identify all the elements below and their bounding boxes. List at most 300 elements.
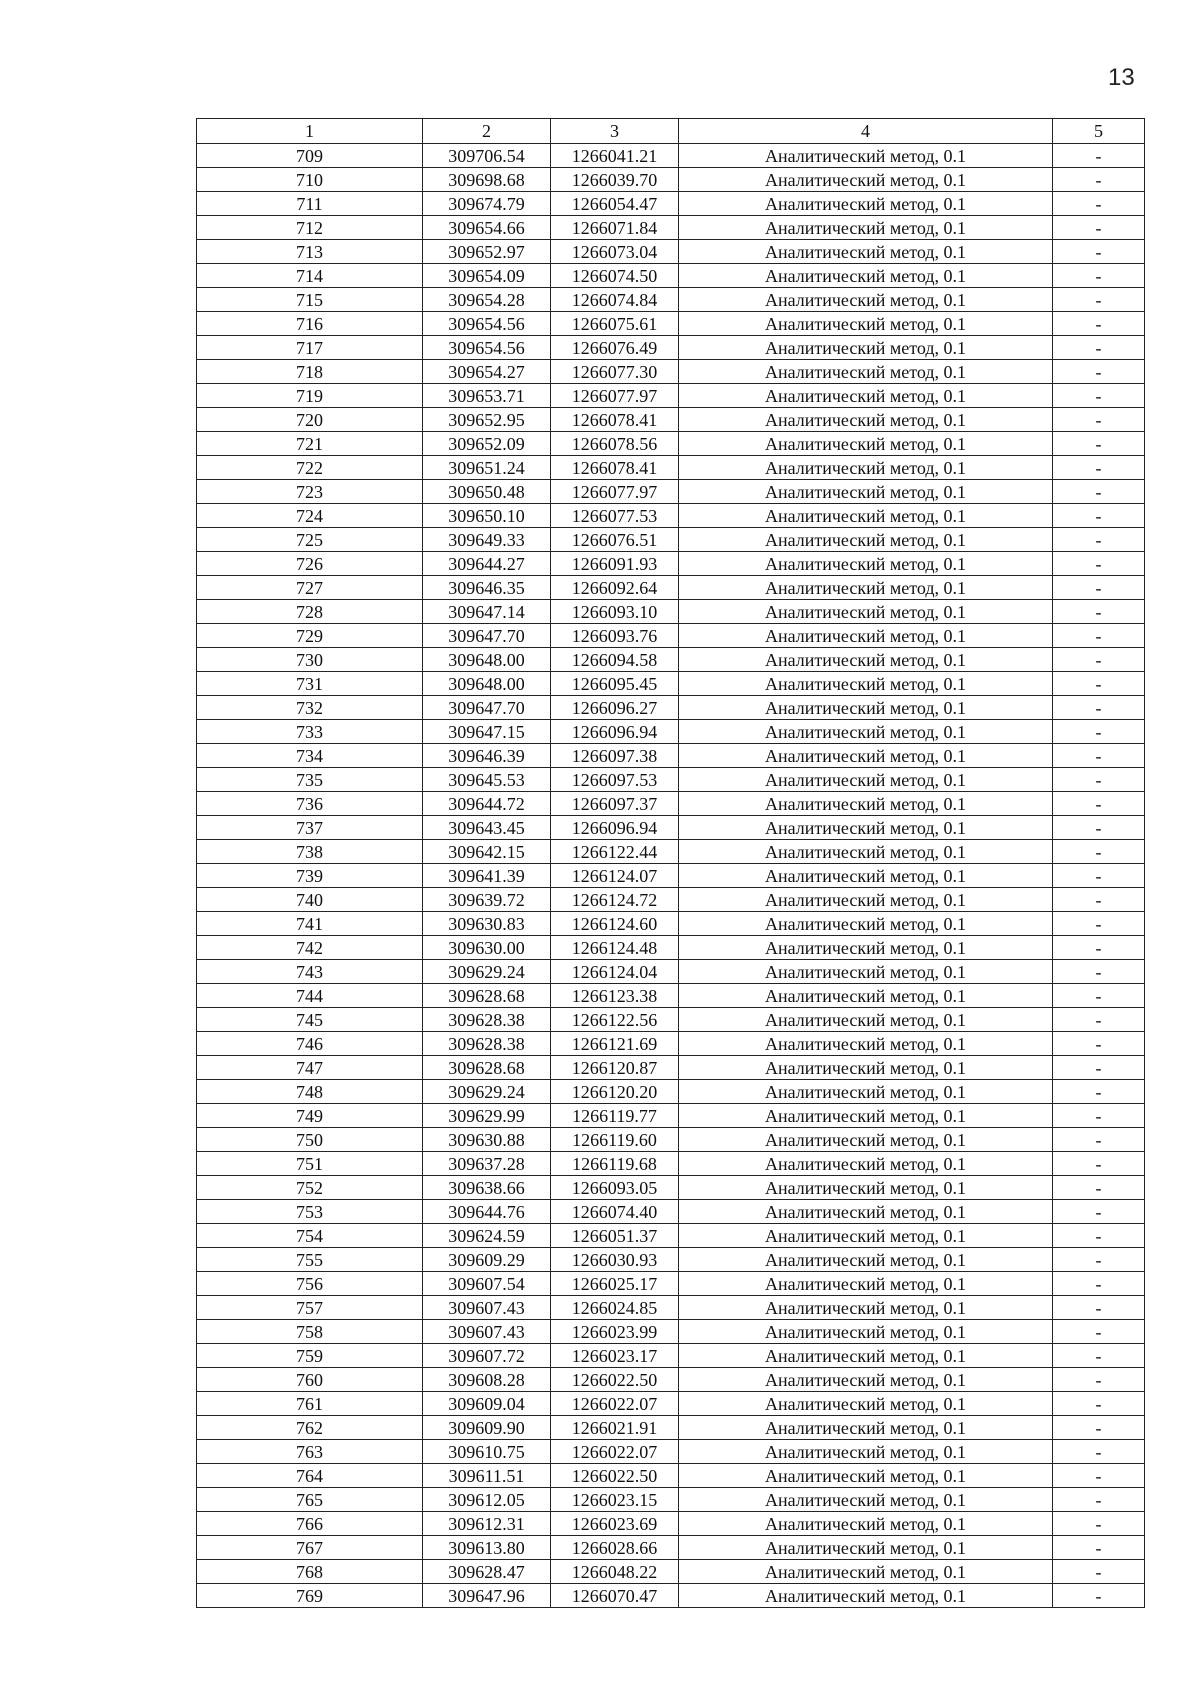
note-cell: - [1053, 312, 1145, 336]
method-cell: Аналитический метод, 0.1 [679, 1056, 1053, 1080]
table-row [197, 1560, 1145, 1584]
table-row [197, 168, 1145, 192]
x-coordinate-cell: 309629.99 [423, 1104, 551, 1128]
x-coordinate-cell: 309654.56 [423, 336, 551, 360]
method-cell: Аналитический метод, 0.1 [679, 1032, 1053, 1056]
method-cell: Аналитический метод, 0.1 [679, 744, 1053, 768]
x-coordinate-cell: 309641.39 [423, 864, 551, 888]
table-row [197, 1128, 1145, 1152]
x-coordinate-cell: 309653.71 [423, 384, 551, 408]
y-coordinate-cell: 1266022.07 [551, 1440, 679, 1464]
point-number-cell: 731 [197, 672, 423, 696]
note-cell: - [1053, 1392, 1145, 1416]
x-coordinate-cell: 309647.96 [423, 1584, 551, 1608]
note-cell: - [1053, 384, 1145, 408]
x-coordinate-cell: 309630.00 [423, 936, 551, 960]
y-coordinate-cell: 1266124.48 [551, 936, 679, 960]
y-coordinate-cell: 1266077.97 [551, 384, 679, 408]
table-row [197, 216, 1145, 240]
y-coordinate-cell: 1266119.68 [551, 1152, 679, 1176]
y-coordinate-cell: 1266074.50 [551, 264, 679, 288]
point-number-cell: 750 [197, 1128, 423, 1152]
table-row [197, 1224, 1145, 1248]
method-cell: Аналитический метод, 0.1 [679, 432, 1053, 456]
x-coordinate-cell: 309628.68 [423, 984, 551, 1008]
x-coordinate-cell: 309647.70 [423, 624, 551, 648]
x-coordinate-cell: 309607.43 [423, 1296, 551, 1320]
table-row [197, 1368, 1145, 1392]
point-number-cell: 760 [197, 1368, 423, 1392]
x-coordinate-cell: 309646.39 [423, 744, 551, 768]
y-coordinate-cell: 1266124.04 [551, 960, 679, 984]
y-coordinate-cell: 1266120.20 [551, 1080, 679, 1104]
table-row [197, 1344, 1145, 1368]
point-number-cell: 764 [197, 1464, 423, 1488]
y-coordinate-cell: 1266078.41 [551, 456, 679, 480]
table-row [197, 672, 1145, 696]
x-coordinate-cell: 309652.97 [423, 240, 551, 264]
point-number-cell: 719 [197, 384, 423, 408]
method-cell: Аналитический метод, 0.1 [679, 1584, 1053, 1608]
table-row [197, 1416, 1145, 1440]
x-coordinate-cell: 309628.68 [423, 1056, 551, 1080]
table-row [197, 1080, 1145, 1104]
y-coordinate-cell: 1266093.76 [551, 624, 679, 648]
table-row [197, 528, 1145, 552]
method-cell: Аналитический метод, 0.1 [679, 1536, 1053, 1560]
table-row [197, 600, 1145, 624]
note-cell: - [1053, 480, 1145, 504]
y-coordinate-cell: 1266094.58 [551, 648, 679, 672]
x-coordinate-cell: 309630.83 [423, 912, 551, 936]
table-row [197, 456, 1145, 480]
y-coordinate-cell: 1266041.21 [551, 144, 679, 168]
x-coordinate-cell: 309630.88 [423, 1128, 551, 1152]
method-cell: Аналитический метод, 0.1 [679, 1176, 1053, 1200]
method-cell: Аналитический метод, 0.1 [679, 528, 1053, 552]
note-cell: - [1053, 1272, 1145, 1296]
table-row [197, 480, 1145, 504]
point-number-cell: 714 [197, 264, 423, 288]
method-cell: Аналитический метод, 0.1 [679, 768, 1053, 792]
method-cell: Аналитический метод, 0.1 [679, 360, 1053, 384]
method-cell: Аналитический метод, 0.1 [679, 576, 1053, 600]
method-cell: Аналитический метод, 0.1 [679, 600, 1053, 624]
note-cell: - [1053, 432, 1145, 456]
x-coordinate-cell: 309646.35 [423, 576, 551, 600]
y-coordinate-cell: 1266075.61 [551, 312, 679, 336]
x-coordinate-cell: 309629.24 [423, 1080, 551, 1104]
y-coordinate-cell: 1266030.93 [551, 1248, 679, 1272]
y-coordinate-cell: 1266092.64 [551, 576, 679, 600]
method-cell: Аналитический метод, 0.1 [679, 1320, 1053, 1344]
x-coordinate-cell: 309613.80 [423, 1536, 551, 1560]
table-row [197, 1104, 1145, 1128]
note-cell: - [1053, 1152, 1145, 1176]
y-coordinate-cell: 1266124.60 [551, 912, 679, 936]
note-cell: - [1053, 624, 1145, 648]
table-row [197, 552, 1145, 576]
note-cell: - [1053, 1224, 1145, 1248]
y-coordinate-cell: 1266091.93 [551, 552, 679, 576]
point-number-cell: 742 [197, 936, 423, 960]
y-coordinate-cell: 1266119.60 [551, 1128, 679, 1152]
x-coordinate-cell: 309607.43 [423, 1320, 551, 1344]
y-coordinate-cell: 1266022.50 [551, 1464, 679, 1488]
method-cell: Аналитический метод, 0.1 [679, 912, 1053, 936]
note-cell: - [1053, 888, 1145, 912]
y-coordinate-cell: 1266093.10 [551, 600, 679, 624]
point-number-cell: 716 [197, 312, 423, 336]
point-number-cell: 710 [197, 168, 423, 192]
table-row [197, 1320, 1145, 1344]
x-coordinate-cell: 309674.79 [423, 192, 551, 216]
y-coordinate-cell: 1266078.56 [551, 432, 679, 456]
y-coordinate-cell: 1266096.94 [551, 816, 679, 840]
method-cell: Аналитический метод, 0.1 [679, 888, 1053, 912]
y-coordinate-cell: 1266093.05 [551, 1176, 679, 1200]
note-cell: - [1053, 1512, 1145, 1536]
method-cell: Аналитический метод, 0.1 [679, 1152, 1053, 1176]
y-coordinate-cell: 1266022.50 [551, 1368, 679, 1392]
note-cell: - [1053, 1200, 1145, 1224]
x-coordinate-cell: 309648.00 [423, 672, 551, 696]
point-number-cell: 732 [197, 696, 423, 720]
note-cell: - [1053, 552, 1145, 576]
point-number-cell: 743 [197, 960, 423, 984]
table-row [197, 1464, 1145, 1488]
x-coordinate-cell: 309638.66 [423, 1176, 551, 1200]
table-row [197, 648, 1145, 672]
method-cell: Аналитический метод, 0.1 [679, 672, 1053, 696]
method-cell: Аналитический метод, 0.1 [679, 816, 1053, 840]
point-number-cell: 735 [197, 768, 423, 792]
point-number-cell: 723 [197, 480, 423, 504]
x-coordinate-cell: 309647.70 [423, 696, 551, 720]
table-row [197, 1152, 1145, 1176]
header-cell-2: 2 [423, 119, 551, 144]
table-row [197, 696, 1145, 720]
point-number-cell: 766 [197, 1512, 423, 1536]
point-number-cell: 709 [197, 144, 423, 168]
x-coordinate-cell: 309652.09 [423, 432, 551, 456]
point-number-cell: 757 [197, 1296, 423, 1320]
table-row [197, 1008, 1145, 1032]
method-cell: Аналитический метод, 0.1 [679, 648, 1053, 672]
note-cell: - [1053, 840, 1145, 864]
point-number-cell: 741 [197, 912, 423, 936]
method-cell: Аналитический метод, 0.1 [679, 1488, 1053, 1512]
y-coordinate-cell: 1266074.40 [551, 1200, 679, 1224]
method-cell: Аналитический метод, 0.1 [679, 1296, 1053, 1320]
x-coordinate-cell: 309639.72 [423, 888, 551, 912]
note-cell: - [1053, 696, 1145, 720]
note-cell: - [1053, 528, 1145, 552]
point-number-cell: 765 [197, 1488, 423, 1512]
y-coordinate-cell: 1266071.84 [551, 216, 679, 240]
table-row [197, 1512, 1145, 1536]
x-coordinate-cell: 309644.27 [423, 552, 551, 576]
note-cell: - [1053, 144, 1145, 168]
table-row [197, 624, 1145, 648]
table-row [197, 816, 1145, 840]
point-number-cell: 717 [197, 336, 423, 360]
method-cell: Аналитический метод, 0.1 [679, 960, 1053, 984]
note-cell: - [1053, 408, 1145, 432]
point-number-cell: 745 [197, 1008, 423, 1032]
x-coordinate-cell: 309654.09 [423, 264, 551, 288]
note-cell: - [1053, 792, 1145, 816]
x-coordinate-cell: 309644.76 [423, 1200, 551, 1224]
x-coordinate-cell: 309637.28 [423, 1152, 551, 1176]
note-cell: - [1053, 336, 1145, 360]
y-coordinate-cell: 1266028.66 [551, 1536, 679, 1560]
table-row [197, 504, 1145, 528]
table-body [197, 144, 1145, 1608]
y-coordinate-cell: 1266077.53 [551, 504, 679, 528]
method-cell: Аналитический метод, 0.1 [679, 240, 1053, 264]
table-row [197, 384, 1145, 408]
method-cell: Аналитический метод, 0.1 [679, 1368, 1053, 1392]
table-row [197, 840, 1145, 864]
y-coordinate-cell: 1266077.30 [551, 360, 679, 384]
table-row [197, 360, 1145, 384]
x-coordinate-cell: 309607.72 [423, 1344, 551, 1368]
note-cell: - [1053, 1296, 1145, 1320]
method-cell: Аналитический метод, 0.1 [679, 1128, 1053, 1152]
method-cell: Аналитический метод, 0.1 [679, 1272, 1053, 1296]
x-coordinate-cell: 309654.27 [423, 360, 551, 384]
note-cell: - [1053, 288, 1145, 312]
point-number-cell: 759 [197, 1344, 423, 1368]
point-number-cell: 734 [197, 744, 423, 768]
point-number-cell: 724 [197, 504, 423, 528]
header-cell-5: 5 [1053, 119, 1145, 144]
note-cell: - [1053, 1464, 1145, 1488]
note-cell: - [1053, 984, 1145, 1008]
x-coordinate-cell: 309628.38 [423, 1032, 551, 1056]
y-coordinate-cell: 1266124.07 [551, 864, 679, 888]
point-number-cell: 755 [197, 1248, 423, 1272]
y-coordinate-cell: 1266096.27 [551, 696, 679, 720]
y-coordinate-cell: 1266023.99 [551, 1320, 679, 1344]
method-cell: Аналитический метод, 0.1 [679, 336, 1053, 360]
table-row [197, 576, 1145, 600]
point-number-cell: 739 [197, 864, 423, 888]
note-cell: - [1053, 720, 1145, 744]
x-coordinate-cell: 309628.47 [423, 1560, 551, 1584]
x-coordinate-cell: 309647.15 [423, 720, 551, 744]
note-cell: - [1053, 960, 1145, 984]
x-coordinate-cell: 309608.28 [423, 1368, 551, 1392]
point-number-cell: 738 [197, 840, 423, 864]
x-coordinate-cell: 309607.54 [423, 1272, 551, 1296]
y-coordinate-cell: 1266051.37 [551, 1224, 679, 1248]
y-coordinate-cell: 1266122.56 [551, 1008, 679, 1032]
point-number-cell: 721 [197, 432, 423, 456]
note-cell: - [1053, 816, 1145, 840]
y-coordinate-cell: 1266048.22 [551, 1560, 679, 1584]
method-cell: Аналитический метод, 0.1 [679, 720, 1053, 744]
point-number-cell: 748 [197, 1080, 423, 1104]
table-row [197, 1536, 1145, 1560]
y-coordinate-cell: 1266078.41 [551, 408, 679, 432]
table-row [197, 1176, 1145, 1200]
y-coordinate-cell: 1266054.47 [551, 192, 679, 216]
table-row [197, 768, 1145, 792]
table-row [197, 1296, 1145, 1320]
point-number-cell: 736 [197, 792, 423, 816]
method-cell: Аналитический метод, 0.1 [679, 1104, 1053, 1128]
x-coordinate-cell: 309645.53 [423, 768, 551, 792]
x-coordinate-cell: 309649.33 [423, 528, 551, 552]
note-cell: - [1053, 1080, 1145, 1104]
method-cell: Аналитический метод, 0.1 [679, 1464, 1053, 1488]
table-row [197, 312, 1145, 336]
method-cell: Аналитический метод, 0.1 [679, 1248, 1053, 1272]
method-cell: Аналитический метод, 0.1 [679, 936, 1053, 960]
note-cell: - [1053, 600, 1145, 624]
note-cell: - [1053, 360, 1145, 384]
note-cell: - [1053, 456, 1145, 480]
method-cell: Аналитический метод, 0.1 [679, 504, 1053, 528]
x-coordinate-cell: 309629.24 [423, 960, 551, 984]
y-coordinate-cell: 1266096.94 [551, 720, 679, 744]
y-coordinate-cell: 1266076.51 [551, 528, 679, 552]
point-number-cell: 744 [197, 984, 423, 1008]
x-coordinate-cell: 309609.04 [423, 1392, 551, 1416]
note-cell: - [1053, 1248, 1145, 1272]
x-coordinate-cell: 309644.72 [423, 792, 551, 816]
y-coordinate-cell: 1266021.91 [551, 1416, 679, 1440]
y-coordinate-cell: 1266023.15 [551, 1488, 679, 1512]
note-cell: - [1053, 168, 1145, 192]
method-cell: Аналитический метод, 0.1 [679, 1512, 1053, 1536]
method-cell: Аналитический метод, 0.1 [679, 984, 1053, 1008]
method-cell: Аналитический метод, 0.1 [679, 1080, 1053, 1104]
method-cell: Аналитический метод, 0.1 [679, 1560, 1053, 1584]
table-row [197, 1200, 1145, 1224]
point-number-cell: 713 [197, 240, 423, 264]
table-row [197, 720, 1145, 744]
table-row [197, 1248, 1145, 1272]
point-number-cell: 715 [197, 288, 423, 312]
x-coordinate-cell: 309706.54 [423, 144, 551, 168]
y-coordinate-cell: 1266121.69 [551, 1032, 679, 1056]
method-cell: Аналитический метод, 0.1 [679, 696, 1053, 720]
y-coordinate-cell: 1266123.38 [551, 984, 679, 1008]
table-row [197, 1032, 1145, 1056]
y-coordinate-cell: 1266077.97 [551, 480, 679, 504]
x-coordinate-cell: 309647.14 [423, 600, 551, 624]
header-row [197, 119, 1145, 144]
point-number-cell: 749 [197, 1104, 423, 1128]
point-number-cell: 761 [197, 1392, 423, 1416]
method-cell: Аналитический метод, 0.1 [679, 216, 1053, 240]
method-cell: Аналитический метод, 0.1 [679, 1392, 1053, 1416]
point-number-cell: 737 [197, 816, 423, 840]
point-number-cell: 769 [197, 1584, 423, 1608]
table-row [197, 1440, 1145, 1464]
x-coordinate-cell: 309650.48 [423, 480, 551, 504]
x-coordinate-cell: 309609.90 [423, 1416, 551, 1440]
method-cell: Аналитический метод, 0.1 [679, 1200, 1053, 1224]
point-number-cell: 711 [197, 192, 423, 216]
table-row [197, 408, 1145, 432]
note-cell: - [1053, 864, 1145, 888]
table-row [197, 888, 1145, 912]
note-cell: - [1053, 1368, 1145, 1392]
point-number-cell: 728 [197, 600, 423, 624]
point-number-cell: 729 [197, 624, 423, 648]
y-coordinate-cell: 1266097.37 [551, 792, 679, 816]
table-row [197, 864, 1145, 888]
method-cell: Аналитический метод, 0.1 [679, 384, 1053, 408]
table-row [197, 192, 1145, 216]
x-coordinate-cell: 309643.45 [423, 816, 551, 840]
note-cell: - [1053, 1560, 1145, 1584]
point-number-cell: 722 [197, 456, 423, 480]
method-cell: Аналитический метод, 0.1 [679, 840, 1053, 864]
note-cell: - [1053, 576, 1145, 600]
note-cell: - [1053, 1176, 1145, 1200]
x-coordinate-cell: 309651.24 [423, 456, 551, 480]
x-coordinate-cell: 309654.28 [423, 288, 551, 312]
note-cell: - [1053, 504, 1145, 528]
point-number-cell: 712 [197, 216, 423, 240]
point-number-cell: 746 [197, 1032, 423, 1056]
header-cell-4: 4 [679, 119, 1053, 144]
note-cell: - [1053, 1104, 1145, 1128]
method-cell: Аналитический метод, 0.1 [679, 1224, 1053, 1248]
method-cell: Аналитический метод, 0.1 [679, 1416, 1053, 1440]
method-cell: Аналитический метод, 0.1 [679, 264, 1053, 288]
point-number-cell: 753 [197, 1200, 423, 1224]
x-coordinate-cell: 309642.15 [423, 840, 551, 864]
y-coordinate-cell: 1266095.45 [551, 672, 679, 696]
point-number-cell: 718 [197, 360, 423, 384]
x-coordinate-cell: 309612.31 [423, 1512, 551, 1536]
point-number-cell: 733 [197, 720, 423, 744]
note-cell: - [1053, 1488, 1145, 1512]
y-coordinate-cell: 1266122.44 [551, 840, 679, 864]
table-row [197, 792, 1145, 816]
method-cell: Аналитический метод, 0.1 [679, 144, 1053, 168]
note-cell: - [1053, 912, 1145, 936]
x-coordinate-cell: 309611.51 [423, 1464, 551, 1488]
method-cell: Аналитический метод, 0.1 [679, 1344, 1053, 1368]
table-row [197, 1272, 1145, 1296]
y-coordinate-cell: 1266039.70 [551, 168, 679, 192]
note-cell: - [1053, 648, 1145, 672]
method-cell: Аналитический метод, 0.1 [679, 312, 1053, 336]
note-cell: - [1053, 936, 1145, 960]
table-row [197, 264, 1145, 288]
point-number-cell: 720 [197, 408, 423, 432]
y-coordinate-cell: 1266025.17 [551, 1272, 679, 1296]
method-cell: Аналитический метод, 0.1 [679, 456, 1053, 480]
table-row [197, 288, 1145, 312]
x-coordinate-cell: 309654.56 [423, 312, 551, 336]
point-number-cell: 726 [197, 552, 423, 576]
point-number-cell: 762 [197, 1416, 423, 1440]
point-number-cell: 747 [197, 1056, 423, 1080]
point-number-cell: 754 [197, 1224, 423, 1248]
y-coordinate-cell: 1266073.04 [551, 240, 679, 264]
y-coordinate-cell: 1266024.85 [551, 1296, 679, 1320]
page-number: 13 [1108, 64, 1135, 91]
header-cell-3: 3 [551, 119, 679, 144]
